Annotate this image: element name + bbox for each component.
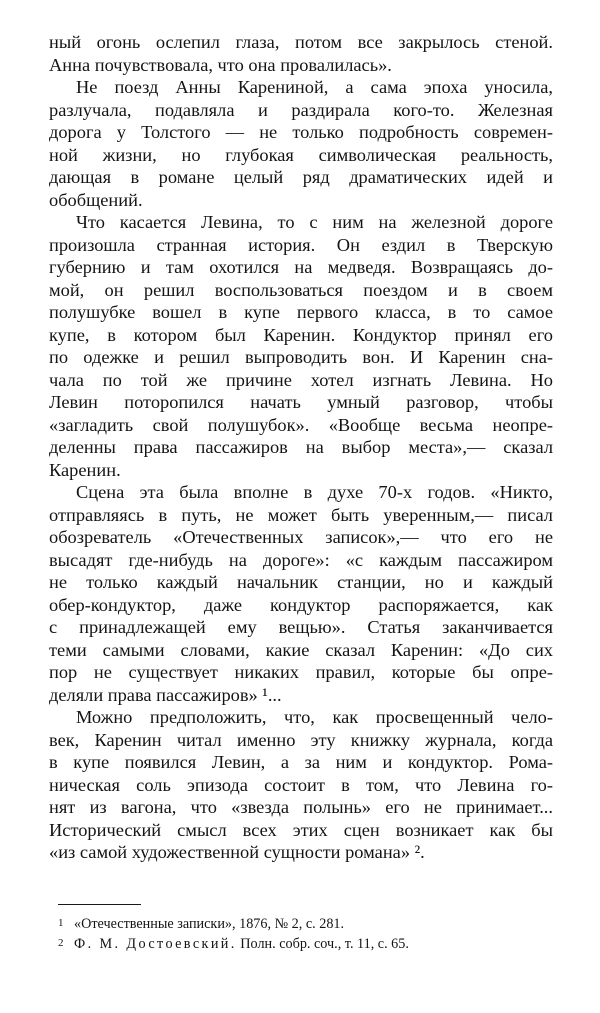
text-line: высадят где-нибудь на дороге»: «с каждым пассажиром [49, 549, 553, 570]
footnote-author: Ф. М. Достоевский. [74, 936, 237, 952]
footnote-number: 2 [58, 937, 64, 949]
text-line: «загладить свой полушубок». «Вообще весьма неопре- [49, 414, 553, 435]
text-line: не только каждый начальник станции, но и каждый [49, 572, 553, 592]
paragraph [49, 481, 553, 706]
text-line: по одежке и решил выпроводить вон. И Каренин сна- [49, 347, 553, 367]
text-line: деленны права пассажиров на выбор места»,— сказал [49, 437, 553, 457]
text-line: разлучала, подавляла и раздирала кого-то. Железная [49, 99, 553, 120]
footnote-2 [58, 934, 558, 954]
text-line: «из самой художественной сущности романа» ². [49, 842, 425, 862]
paragraph [49, 76, 553, 211]
text-line: деляли права пассажиров» ¹... [49, 684, 282, 705]
text-line: Анна почувствовала, что она провалилась». [49, 54, 392, 75]
text-line: дающая в романе целый ряд драматических идей и [49, 167, 553, 187]
footnotes [58, 914, 558, 954]
text-line: Левин поторопился начать умный разговор, чтобы [49, 392, 553, 412]
footnote-separator [58, 904, 141, 905]
text-line: мой, он решил воспользоваться поездом и в своем [49, 279, 553, 300]
footnote-text: «Отечественные записки», 1876, № 2, с. 281. [74, 916, 345, 932]
text-line: Что касается Левина, то с ним на железной дороге [76, 212, 553, 232]
text-line: губернию и там охотился на медведя. Возвращаясь до- [49, 257, 553, 277]
text-line: обобщений. [49, 189, 143, 210]
text-line: чала по той же причине хотел изгнать Левина. Но [49, 369, 553, 390]
text-line: с принадлежащей ему вещью». Статья заканчивается [49, 617, 553, 637]
text-line: Исторический смысл всех этих сцен возникает как бы [49, 819, 553, 840]
text-line: ной жизни, но глубокая символическая реальность, [49, 144, 553, 165]
text-line: в купе появился Левин, а за ним и кондуктор. Рома- [49, 752, 553, 772]
text-line: Каренин. [49, 459, 121, 480]
text-line: полушубке вошел в купе первого класса, в то самое [49, 302, 553, 322]
text-line: век, Каренин читал именно эту книжку журнала, когда [49, 729, 553, 750]
text-line: произошла странная история. Он ездил в Тверскую [49, 234, 553, 255]
text-line: пор не существует никаких правил, которые бы опре- [49, 662, 553, 682]
text-line: Не поезд Анны Карениной, а сама эпоха уносила, [76, 77, 553, 97]
text-line: ный огонь ослепил глаза, потом все закрылось стеной. [49, 32, 553, 52]
text-line: отправляясь в путь, не может быть уверенным,— писал [49, 504, 553, 525]
footnote-number: 1 [58, 917, 64, 929]
paragraph [49, 31, 553, 76]
paragraph [49, 211, 553, 481]
text-line: Можно предположить, что, как просвещенный чело- [76, 707, 553, 727]
paragraph [49, 706, 553, 864]
footnote-text: Полн. собр. соч., т. 11, с. 65. [236, 936, 409, 952]
text-line: обер-кондуктор, даже кондуктор распоряжается, как [49, 594, 553, 615]
text-line: ническая соль эпизода состоит в том, что Левина го- [49, 774, 553, 795]
text-line: купе, в котором был Каренин. Кондуктор принял его [49, 324, 553, 345]
main-text [49, 31, 553, 864]
text-line: нят из вагона, что «звезда полынь» его не принимает... [49, 797, 553, 817]
footnote-1 [58, 914, 558, 934]
text-line: теми самыми словами, какие сказал Каренин: «До сих [49, 639, 553, 660]
text-line: Сцена эта была вполне в духе 70-х годов. «Никто, [76, 482, 553, 502]
text-line: обозреватель «Отечественных записок»,— что его не [49, 527, 553, 547]
text-line: дорога у Толстого — не только подробность современ- [49, 122, 553, 142]
